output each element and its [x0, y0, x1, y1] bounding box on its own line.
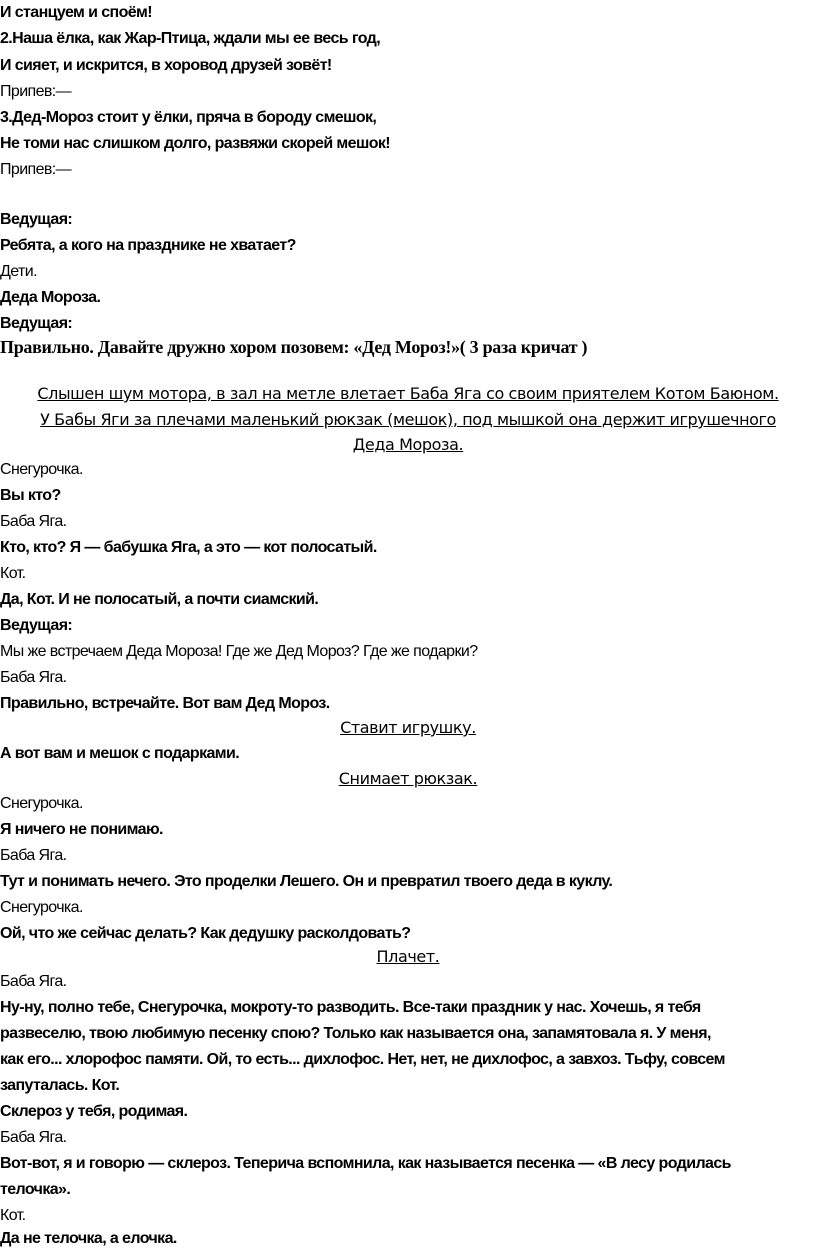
speaker-label: Кот. — [0, 1207, 26, 1224]
stage-direction: Ставит игрушку. — [340, 718, 476, 737]
speaker-label: Дети. — [0, 263, 37, 280]
stage-direction: У Бабы Яги за плечами маленький рюкзак (мешок), под мышкой она держит игрушечного — [40, 410, 776, 429]
text-line: Кто, кто? Я — бабушка Яга, а это — кот полосатый. — [0, 539, 377, 556]
speaker-label: Баба Яга. — [0, 513, 67, 530]
speaker-label: Снегурочка. — [0, 461, 83, 478]
stage-direction: Плачет. — [376, 947, 440, 966]
text-line: Ребята, а кого на празднике не хватает? — [0, 237, 296, 254]
stage-direction: Деда Мороза. — [352, 435, 464, 454]
speaker-label: Кот. — [0, 565, 26, 582]
speaker-label: Баба Яга. — [0, 1129, 67, 1146]
text-line: Да, Кот. И не полосатый, а почти сиамский. — [0, 591, 319, 608]
speaker-label: Снегурочка. — [0, 899, 83, 916]
text-line: Припев:— — [0, 83, 72, 100]
text-line: Вы кто? — [0, 487, 61, 504]
speaker-label: Баба Яга. — [0, 847, 67, 864]
text-line: запуталась. Кот. — [0, 1077, 120, 1094]
text-line: Правильно, встречайте. Вот вам Дед Мороз. — [0, 695, 330, 712]
speaker-label: Баба Яга. — [0, 669, 67, 686]
text-line: И сияет, и искрится, в хоровод друзей зовёт! — [0, 57, 332, 74]
text-line: Тут и понимать нечего. Это проделки Лешего. Он и превратил твоего деда в куклу. — [0, 873, 613, 890]
text-line: Не томи нас слишком долго, развяжи скорей мешок! — [0, 135, 391, 152]
text-line: Мы же встречаем Деда Мороза! Где же Дед Мороз? Где же подарки? — [0, 643, 478, 660]
text-line: Ну-ну, полно тебе, Снегурочка, мокроту-то разводить. Все-таки праздник у нас. Хочешь, я тебя — [0, 999, 701, 1016]
text-line: А вот вам и мешок с подарками. — [0, 745, 240, 762]
text-line: Я ничего не понимаю. — [0, 821, 163, 838]
speaker-label: Баба Яга. — [0, 973, 67, 990]
stage-direction: Снимает рюкзак. — [338, 769, 478, 788]
text-line: Припев:— — [0, 161, 72, 178]
speaker-label: Ведущая: — [0, 211, 73, 228]
text-line: И станцуем и споём! — [0, 4, 153, 21]
speaker-label: Снегурочка. — [0, 795, 83, 812]
stage-direction: Слышен шум мотора, в зал на метле влетает Баба Яга со своим приятелем Котом Баюном. — [37, 384, 779, 403]
text-line: Да не телочка, а елочка. — [0, 1230, 177, 1247]
text-line: 3.Дед-Мороз стоит у ёлки, пряча в бороду смешок, — [0, 109, 377, 126]
text-line: развеселю, твою любимую песенку спою? Только как называется она, запамятовала я. У меня, — [0, 1025, 711, 1042]
speaker-label: Ведущая: — [0, 315, 73, 332]
speaker-label: Ведущая: — [0, 617, 73, 634]
text-line: Деда Мороза. — [0, 289, 101, 306]
text-line: Правильно. Давайте дружно хором позовем: «Дед Мороз!»( 3 раза кричат ) — [0, 337, 588, 357]
text-line: Ой, что же сейчас делать? Как дедушку расколдовать? — [0, 925, 411, 942]
text-line: 2.Наша ёлка, как Жар-Птица, ждали мы ее весь год, — [0, 30, 381, 47]
text-line: Склероз у тебя, родимая. — [0, 1103, 188, 1120]
text-line: Вот-вот, я и говорю — склероз. Теперича вспомнила, как называется песенка — «В лесу родилась — [0, 1155, 731, 1172]
text-line: телочка». — [0, 1181, 71, 1198]
text-line: как его... хлорофос памяти. Ой, то есть... дихлофос. Нет, нет, не дихлофос, а завхоз. Тьфу, совсем — [0, 1051, 725, 1068]
